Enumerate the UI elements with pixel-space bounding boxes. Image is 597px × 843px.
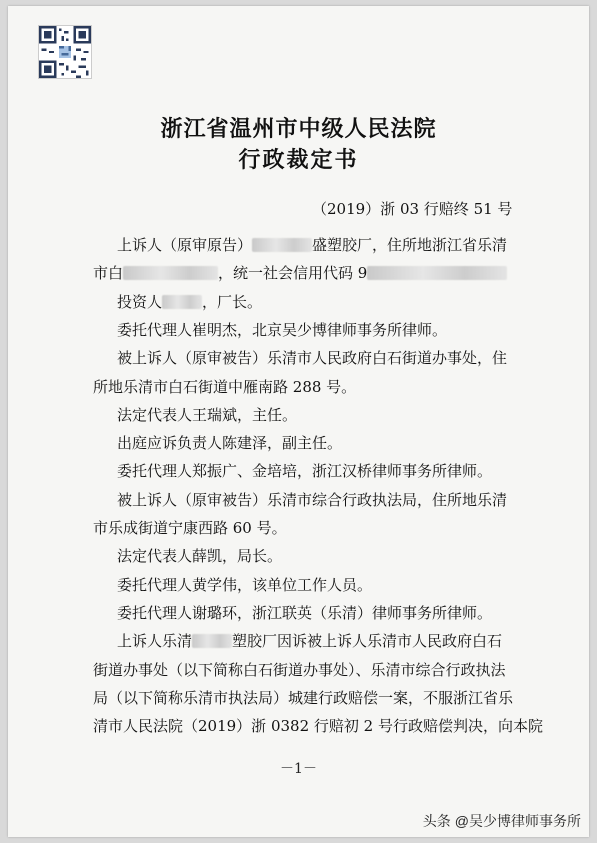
watermark-prefix: 头条 — [422, 813, 451, 829]
redaction-blur — [123, 266, 218, 280]
body-text: ，统一社会信用代码 9 — [218, 264, 368, 282]
body-text: 盛塑胶厂，住所地浙江省乐清 — [312, 236, 508, 254]
body-text: 市乐成街道宁康西路 60 号。 — [93, 519, 287, 537]
body-line — [117, 404, 297, 425]
body-text: 街道办事处（以下简称白石街道办事处）、乐清市综合行政执法 — [93, 661, 506, 679]
source-watermark — [423, 811, 581, 831]
body-text: 委托代理人黄学伟，该单位工作人员。 — [117, 576, 373, 594]
qr-code — [38, 25, 92, 79]
body-line — [117, 460, 492, 481]
body-text: 出庭应诉负责人陈建泽，副主任。 — [117, 434, 343, 452]
case-number: （2019）浙 03 行赔终 51 号 — [312, 200, 513, 218]
body-text: 被上诉人（原审被告）乐清市综合行政执法局，住所地乐清 — [117, 491, 508, 509]
body-text: 塑胶厂因诉被上诉人乐清市人民政府白石 — [232, 632, 503, 650]
body-line — [117, 234, 507, 255]
body-text: 委托代理人郑振广、金培培，浙江汉桥律师事务所律师。 — [117, 462, 493, 480]
body-line — [117, 489, 507, 510]
redaction-blur — [162, 295, 202, 309]
body-text: 所地乐清市白石街道中雁南路 288 号。 — [93, 378, 357, 396]
body-text: 上诉人（原审原告） — [117, 236, 253, 254]
body-text: 上诉人乐清 — [117, 632, 193, 650]
document-type-title: 行政裁定书 — [238, 147, 359, 173]
body-text: 投资人 — [117, 293, 163, 311]
body-text: 局（以下简称乐清市执法局）城建行政赔偿一案，不服浙江省乐 — [93, 689, 514, 707]
body-line — [93, 659, 506, 680]
body-text: 委托代理人谢璐环，浙江联英（乐清）律师事务所律师。 — [117, 604, 493, 622]
redaction-blur — [252, 238, 312, 252]
watermark-text: @吴少博律师事务所 — [454, 813, 581, 829]
body-line — [117, 602, 492, 623]
body-line — [117, 291, 262, 312]
court-name: 浙江省温州市中级人民法院 — [160, 116, 437, 142]
redaction-blur — [192, 634, 232, 648]
body-text: 市白 — [93, 264, 124, 282]
body-line — [117, 630, 502, 651]
body-text: 委托代理人崔明杰，北京吴少博律师事务所律师。 — [117, 321, 448, 339]
body-text: 清市人民法院（2019）浙 0382 行赔初 2 号行政赔偿判决，向本院 — [93, 717, 543, 735]
body-text: 法定代表人王瑞斌，主任。 — [117, 406, 298, 424]
body-line — [93, 687, 513, 708]
body-text: 法定代表人薛凯，局长。 — [117, 547, 283, 565]
body-line — [117, 432, 342, 453]
body-line — [117, 574, 372, 595]
page-number: －1－ — [280, 761, 317, 777]
body-line — [93, 262, 507, 283]
body-line — [117, 347, 507, 368]
body-text: 被上诉人（原审被告）乐清市人民政府白石街道办事处，住 — [117, 349, 508, 367]
body-line — [93, 376, 356, 397]
body-line — [93, 715, 543, 736]
body-line — [117, 545, 282, 566]
body-line — [117, 319, 447, 340]
body-line — [93, 517, 287, 538]
redaction-blur — [367, 266, 507, 280]
body-text: ，厂长。 — [202, 293, 263, 311]
